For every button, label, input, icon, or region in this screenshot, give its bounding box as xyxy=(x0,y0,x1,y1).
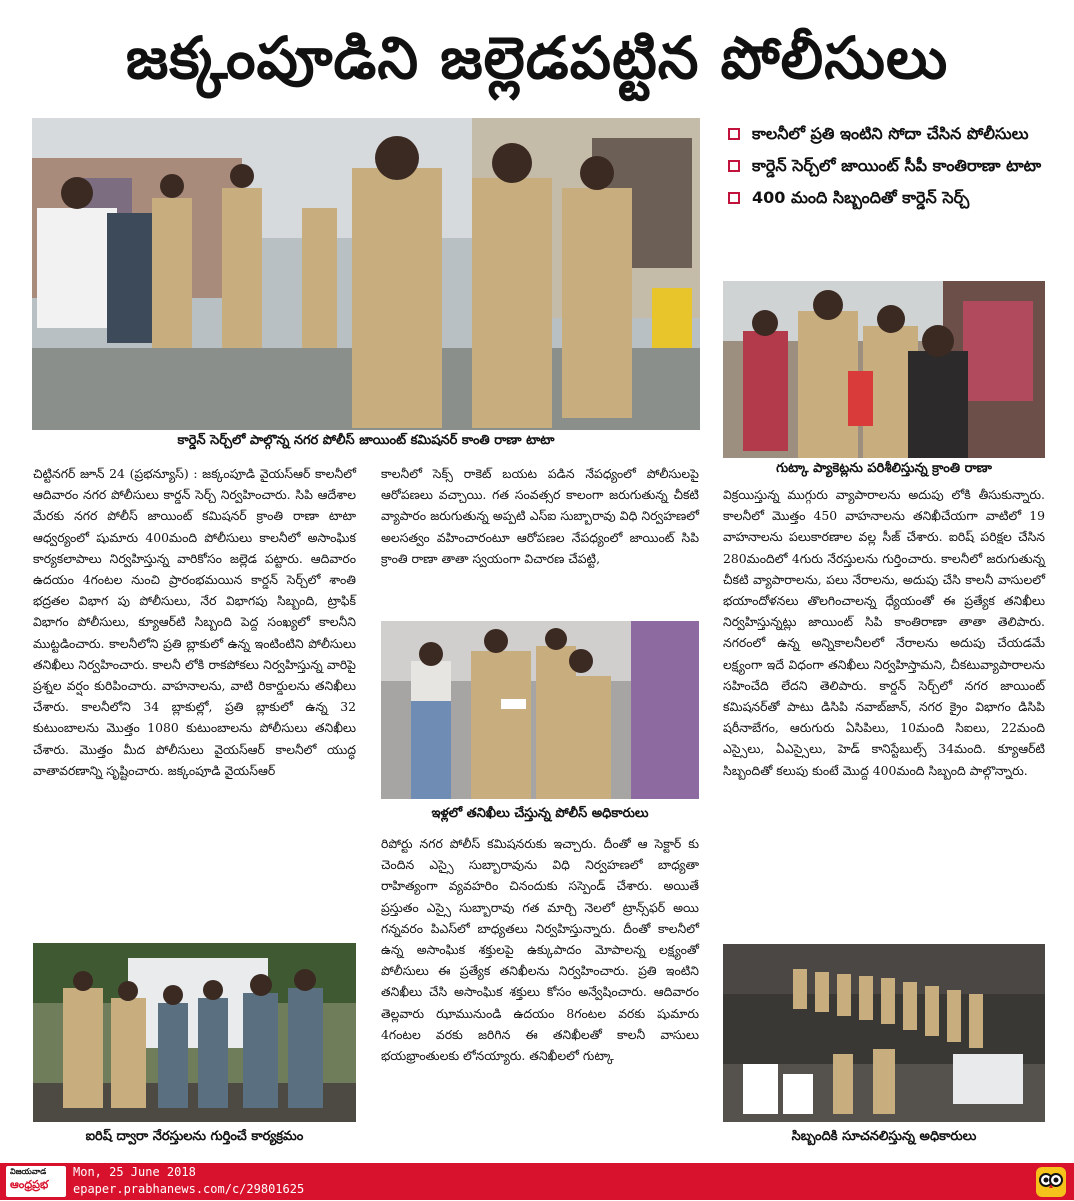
article-paragraph: రిపోర్టు నగర పోలీస్ కమిషనరుకు ఇచ్చారు. దీంతో ఆ సెక్టార్ కు చెందిన ఎస్సై సుబ్బారావును విధి నిర్వహణలో బాధ్యతా రాహిత్యంగా వ్యవహరిం చినందుకు సస్పెండ్ చేశారు. అయితే ప్రస్తుతం ఎస్సై సుబ్బారావు గత మార్చి నెలలో ట్రాన్స్‌ఫర్ అయి గన్నవరం పిఎస్‌లో బాధ్యతలు నిర్వహిస్తున్నారు. దీంతో కాలనీలో ఉన్న అసాంఘిక శక్తులపై ఉక్కుపాదం మోపాలన్న లక్ష్యంతో పోలీసులు ఈ ప్రత్యేక తనిఖీలను నిర్వహించారు. ప్రతి ఇంటిని తనిఖీలు చేసి అసాంఘిక శక్తులు కోసం అన్వేషించారు. ఆదివారం తెల్లవారు ఝామునుండి ఉదయం 8గంటల వరకు షుమారు 4గంటల వరకు జరిగిన ఈ తనిఖీలతో కాలనీ వాసులు భయభ్రాంతులకు లోనయ్యారు. తనిఖీలలో గుట్కా xyxy=(381,836,699,1064)
footer-date: Mon, 25 June 2018 xyxy=(73,1165,196,1179)
highlights-list xyxy=(728,118,1068,214)
logo-title: ఆంధ్రప్రభ xyxy=(10,1178,49,1191)
iris-photo xyxy=(33,943,356,1122)
article-paragraph: కాలనీలో సెక్స్ రాకెట్ బయట పడిన నేపధ్యంలో పోలీసులపై ఆరోపణలు వచ్చాయి. గత సంవత్సర కాలంగా జరుగుతున్న చీకటి వ్యాపారం జరుగుతున్న అప్పటి ఎస్ఐ సుబ్బారావు విధి నిర్వహణలో అలసత్వం వహించారంటూ ఆరోపణల నేపధ్యంలో జాయింట్ సిపి క్రాంతి రాణా తాతా స్వయంగా విచారణ చేపట్టి, xyxy=(381,466,699,566)
gutka-photo xyxy=(723,281,1045,458)
footer-bar xyxy=(0,1163,1074,1200)
square-bullet-icon xyxy=(728,128,740,140)
article-column-2-bottom xyxy=(381,833,699,1155)
article-column-2-top xyxy=(381,463,699,613)
highlight-item xyxy=(728,150,1068,182)
highlight-text: 400 మంది సిబ్బందితో కార్డెన్ సెర్చ్ xyxy=(752,188,970,207)
briefing-photo-caption: సిబ్బందికి సూచనలిస్తున్న అధికారులు xyxy=(791,1129,977,1144)
footer-url[interactable]: epaper.prabhanews.com/c/29801625 xyxy=(73,1182,305,1196)
house-photo xyxy=(381,621,699,799)
article-column-1 xyxy=(33,463,356,939)
briefing-photo xyxy=(723,944,1045,1122)
logo-edition: విజయవాడ xyxy=(10,1167,47,1176)
newspaper-logo xyxy=(6,1166,66,1197)
highlight-text: కాలనీలో ప్రతి ఇంటిని సోదా చేసిన పోలీసులు xyxy=(752,124,1029,143)
house-photo-caption: ఇళ్లలో తనిఖీలు చేస్తున్న పోలీస్ అధికారులు xyxy=(431,806,649,821)
highlight-item xyxy=(728,118,1068,150)
gutka-photo-caption: గుట్కా ప్యాకెట్లను పరిశీలిస్తున్న క్రాంతి రాణా xyxy=(776,461,992,476)
square-bullet-icon xyxy=(728,160,740,172)
headline: జక్కంపూడిని జల్లెడపట్టిన పోలీసులు xyxy=(125,24,949,92)
main-photo xyxy=(32,118,700,430)
square-bullet-icon xyxy=(728,192,740,204)
highlight-text: కార్డెన్ సెర్చ్‌లో జాయింట్ సీపీ కాంతిరాణా టాటా xyxy=(752,156,1042,175)
article-paragraph: విక్రయిస్తున్న ముగ్గురు వ్యాపారాలను అదుపు లోకి తీసుకున్నారు. కాలనీలో మొత్తం 450 వాహనాలను తనిఖీచేయగా వాటిలో 19 వాహనాలను పలుకారణాల వల్ల సీజ్ చేశారు. ఐరిష్ పరిక్షల చేసిన 280మందిలో 4గురు నేరస్తులను గుర్తించారు. కాలనీలో జరుగుతున్న చీకటి వ్యాపారాలను, పలు నేరాలను, అదుపు చేసి కాలనీ వాసులలో భయాందోళనలు తొలగించాలన్న ధ్యేయంతో ఈ ప్రత్యేక తనిఖీలు నిర్వహిస్తున్నట్లు జాయింట్ సిపి కాంతిరాణా తాతా తెలిపారు. నగరంలో ఉన్న అన్నికాలనీలలో నేరాలను అదుపు చేయడమే లక్ష్యంగా ఇదే విధంగా తనిఖీలు నిర్వహిస్తామని, చీకటువ్యాపారాలను సహించేది లేదని తెలిపారు. కార్డన్ సెర్చ్‌లో నగర జాయింట్ కమిషనర్‌తో పాటు డిసిపి నవాబ్‌జాన్, నగర క్రైం విభాగం డిసిపి షరీనాబేగం, ఆరుగురు ఏసిపిలు, 10మంది సిఐలు, 22మంది ఎస్సైలు, ఏఎస్సైలు, హెడ్ కానిస్టేబుల్స్ 34మంది. క్యూఆర్‌టి సిబ్బందితో కలుపు కుంటే మొద్ద 400మంది సిబ్బంది పాల్గొన్నారు. xyxy=(723,487,1045,778)
main-photo-caption: కార్డెన్ సెర్చ్‌లో పాల్గొన్న నగర పోలీస్ జాయింట్ కమిషనర్ కాంతి రాణా టాటా xyxy=(177,433,555,448)
highlight-item xyxy=(728,182,1068,214)
article-column-3 xyxy=(723,484,1045,934)
owl-icon[interactable] xyxy=(1036,1167,1066,1197)
iris-photo-caption: ఐరిష్ ద్వారా నేరస్తులను గుర్తించే కార్యక్రమం xyxy=(85,1129,304,1144)
article-paragraph: చిట్టినగర్ జూన్ 24 (ప్రభన్యూస్) : జక్కంపూడి వైయస్‌ఆర్ కాలనీలో ఆదివారం నగర పోలీసులు కార్డన్ సెర్చ్ నిర్వహించారు. సిపి ఆదేశాల మేరకు నగర పోలీస్ జాయింట్ కమిషనర్ క్రాంతి రాణా టాటా ఆధ్వర్యంలో షుమారు 400మంది పోలీసులు కాలనీలో అసాంఘిక కార్యకలాపాలు నిర్వహిస్తున్న వారికోసం జల్లెడ పట్టారు. ఆదివారం ఉదయం 4గంటల నుంచి ప్రారంభమయిన కార్డన్ సెర్చ్‌లో శాంతి భద్రతల విభాగ పు పోలీసులు, నేర విభాగపు సిబ్బంది, ట్రాఫిక్ విభాగం పోలీసులు, క్యూఆర్‌టి సిబ్బంది పెద్ద సంఖ్యలో కాలనీని ముట్టడించారు. కాలనీలోని ప్రతి బ్లాకులో ఉన్న ఇంటింటిని పోలీసులు తనిఖీలు నిర్వహించారు. కాలనీ లోకి రాకపోకలు నిర్వహిస్తున్న వారిపై ప్రశ్నల వర్షం కురిపించారు. వాహనాలను, వాటి రికార్డులను తనిఖీలు చేశారు. కాలనీలోని 34 బ్లాకుల్లో, ప్రతి బ్లాకులో ఉన్న 32 కుటుంబాలను మొత్తం 1080 కుటుంబాలను పోలీసులు తనిఖీలు చేశారు. మొత్తం మీద పోలీసులు వైయస్‌ఆర్ కాలనీలో యుద్ధ వాతావరణాన్ని సృష్టించారు. జక్కంపూడి వైయస్‌ఆర్ xyxy=(33,466,356,778)
